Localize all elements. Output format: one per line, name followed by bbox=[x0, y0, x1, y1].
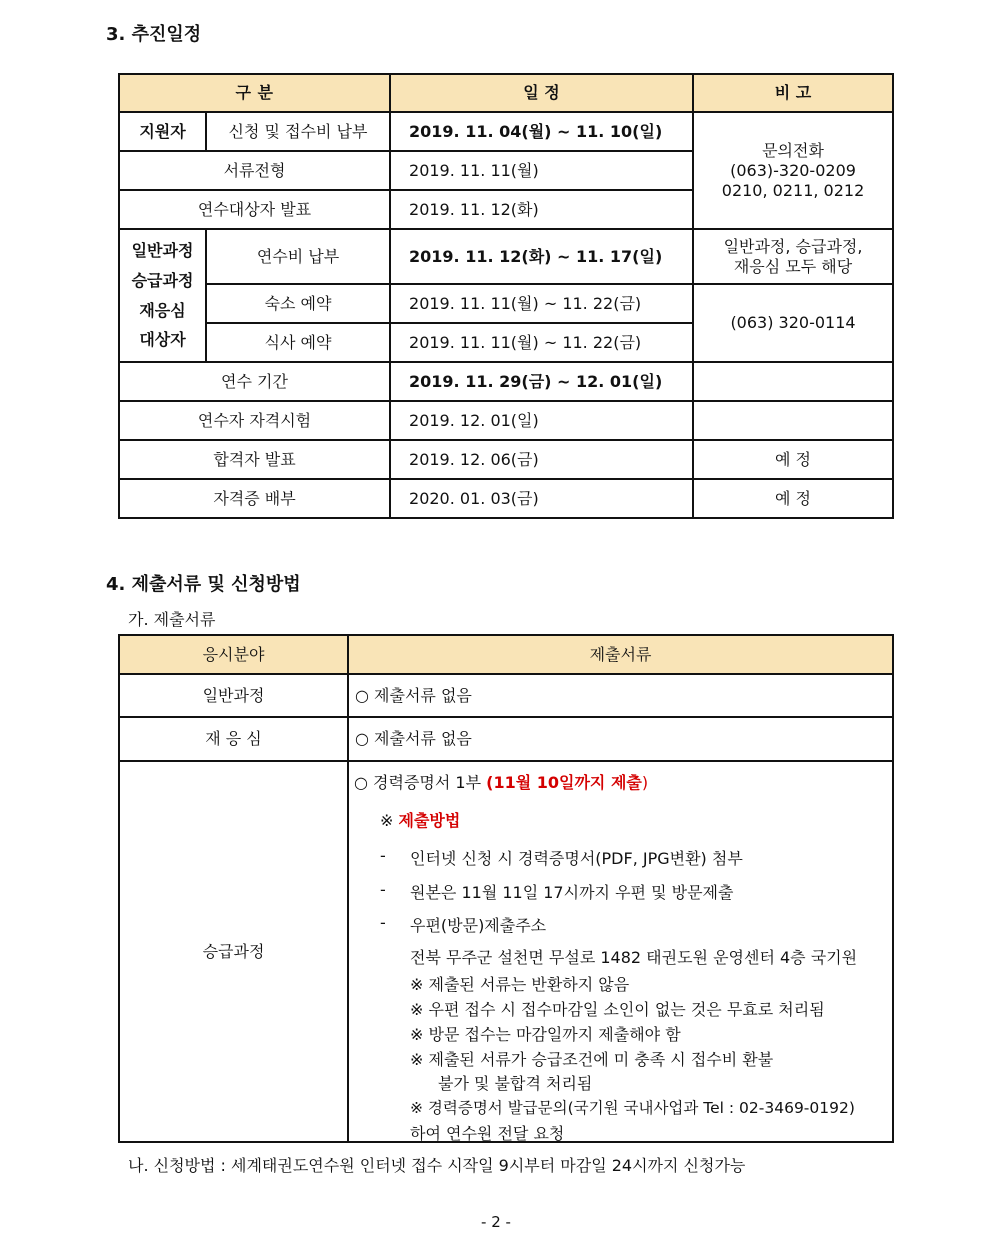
item-training-fee: 연수비 납부 bbox=[206, 229, 390, 284]
promo-line1 bbox=[354, 770, 648, 793]
promo-method bbox=[380, 808, 460, 831]
promo-note-5b: 하여 연수원 전달 요청 bbox=[410, 1124, 565, 1143]
group-retest: 재응심 bbox=[139, 300, 186, 320]
field-general: 일반과정 bbox=[119, 674, 348, 717]
note-inquiry-extensions: 0210, 0211, 0212 bbox=[721, 180, 865, 200]
date-pass-announcement: 2019. 12. 06(금) bbox=[390, 440, 693, 479]
promo-note-4b: 불가 및 불합격 처리됨 bbox=[438, 1074, 593, 1093]
promo-address: 전북 무주군 설천면 무설로 1482 태권도원 운영센터 4층 국기원 bbox=[410, 948, 858, 967]
header-category: 구 분 bbox=[119, 74, 390, 112]
date-meal-reservation: 2019. 11. 11(월) ~ 11. 22(금) bbox=[390, 323, 693, 362]
note-all-courses-line2: 재응심 모두 해당 bbox=[733, 256, 853, 276]
note-all-courses-line1: 일반과정, 승급과정, bbox=[723, 236, 863, 256]
note-empty-2 bbox=[693, 401, 893, 440]
field-retest: 재 응 심 bbox=[119, 717, 348, 761]
promo-note-3: ※ 방문 접수는 마감일까지 제출해야 함 bbox=[410, 1025, 681, 1044]
date-application-fee: 2019. 11. 04(월) ~ 11. 10(일) bbox=[390, 112, 693, 151]
group-course-targets bbox=[119, 229, 206, 362]
promo-dash-1: - bbox=[380, 846, 386, 865]
item-meal-reservation: 식사 예약 bbox=[206, 323, 390, 362]
group-promotion-course: 승급과정 bbox=[131, 270, 194, 290]
note-empty-1 bbox=[693, 362, 893, 401]
item-application-fee: 신청 및 접수비 납부 bbox=[206, 112, 390, 151]
promo-item-online: 인터넷 신청 시 경력증명서(PDF, JPG변환) 첨부 bbox=[410, 849, 743, 868]
date-qualification-exam: 2019. 12. 01(일) bbox=[390, 401, 693, 440]
date-training-period: 2019. 11. 29(금) ~ 12. 01(일) bbox=[390, 362, 693, 401]
docs-retest: ○ 제출서류 없음 bbox=[348, 717, 893, 761]
promo-dash-2: - bbox=[380, 880, 386, 899]
date-lodging-reservation: 2019. 11. 11(월) ~ 11. 22(금) bbox=[390, 284, 693, 323]
subsection-application-method: 나. 신청방법 : 세계태권도연수원 인터넷 접수 시작일 9시부터 마감일 24시까지 신청가능 bbox=[128, 1156, 746, 1175]
promo-line1-text: ○ 경력증명서 1부 bbox=[354, 773, 487, 792]
header-docs: 제출서류 bbox=[348, 635, 893, 674]
note-inquiry-label: 문의전화 bbox=[762, 140, 824, 160]
promo-note-1: ※ 제출된 서류는 반환하지 않음 bbox=[410, 975, 630, 994]
reference-mark: ※ bbox=[380, 811, 399, 830]
group-general-course: 일반과정 bbox=[131, 241, 194, 261]
promo-item-address-label: 우편(방문)제출주소 bbox=[410, 916, 547, 935]
date-trainee-announcement: 2019. 11. 12(화) bbox=[390, 190, 693, 229]
page-number: - 2 - bbox=[481, 1213, 511, 1231]
promo-dash-3: - bbox=[380, 913, 386, 932]
schedule-table bbox=[118, 73, 894, 519]
header-note: 비 고 bbox=[693, 74, 893, 112]
docs-general: ○ 제출서류 없음 bbox=[348, 674, 893, 717]
note-inquiry-phone bbox=[693, 112, 893, 229]
date-certificate-distribution: 2020. 01. 03(금) bbox=[390, 479, 693, 518]
promo-deadline-close: ) bbox=[641, 773, 649, 792]
item-trainee-announcement: 연수대상자 발표 bbox=[119, 190, 390, 229]
item-qualification-exam: 연수자 자격시험 bbox=[119, 401, 390, 440]
header-field: 응시분야 bbox=[119, 635, 348, 674]
promo-note-2: ※ 우편 접수 시 접수마감일 소인이 없는 것은 무효로 처리됨 bbox=[410, 1000, 825, 1019]
subsection-documents: 가. 제출서류 bbox=[128, 610, 216, 629]
date-training-fee: 2019. 11. 12(화) ~ 11. 17(일) bbox=[390, 229, 693, 284]
promo-note-5a: ※ 경력증명서 발급문의(국기원 국내사업과 Tel : 02-3469-0192) bbox=[410, 1099, 855, 1117]
field-promotion: 승급과정 bbox=[119, 761, 348, 1142]
header-date: 일 정 bbox=[390, 74, 693, 112]
promo-method-title: 제출방법 bbox=[398, 811, 461, 830]
section3-title: 3. 추진일정 bbox=[106, 24, 202, 45]
note-reservation-phone: (063) 320-0114 bbox=[693, 284, 893, 362]
item-certificate-distribution: 자격증 배부 bbox=[119, 479, 390, 518]
note-inquiry-number: (063)-320-0209 bbox=[730, 160, 856, 180]
item-lodging-reservation: 숙소 예약 bbox=[206, 284, 390, 323]
section4-title: 4. 제출서류 및 신청방법 bbox=[106, 574, 301, 595]
note-all-courses bbox=[693, 229, 893, 284]
note-scheduled-2: 예 정 bbox=[693, 479, 893, 518]
note-scheduled-1: 예 정 bbox=[693, 440, 893, 479]
promo-item-original: 원본은 11월 11일 17시까지 우편 및 방문제출 bbox=[410, 883, 734, 902]
group-applicant: 지원자 bbox=[119, 112, 206, 151]
item-pass-announcement: 합격자 발표 bbox=[119, 440, 390, 479]
promo-deadline: (11월 10일까지 제출 bbox=[486, 773, 642, 792]
promo-note-4a: ※ 제출된 서류가 승급조건에 미 충족 시 접수비 환불 bbox=[410, 1050, 774, 1069]
item-document-screening: 서류전형 bbox=[119, 151, 390, 190]
group-targets: 대상자 bbox=[139, 330, 186, 350]
date-document-screening: 2019. 11. 11(월) bbox=[390, 151, 693, 190]
item-training-period: 연수 기간 bbox=[119, 362, 390, 401]
